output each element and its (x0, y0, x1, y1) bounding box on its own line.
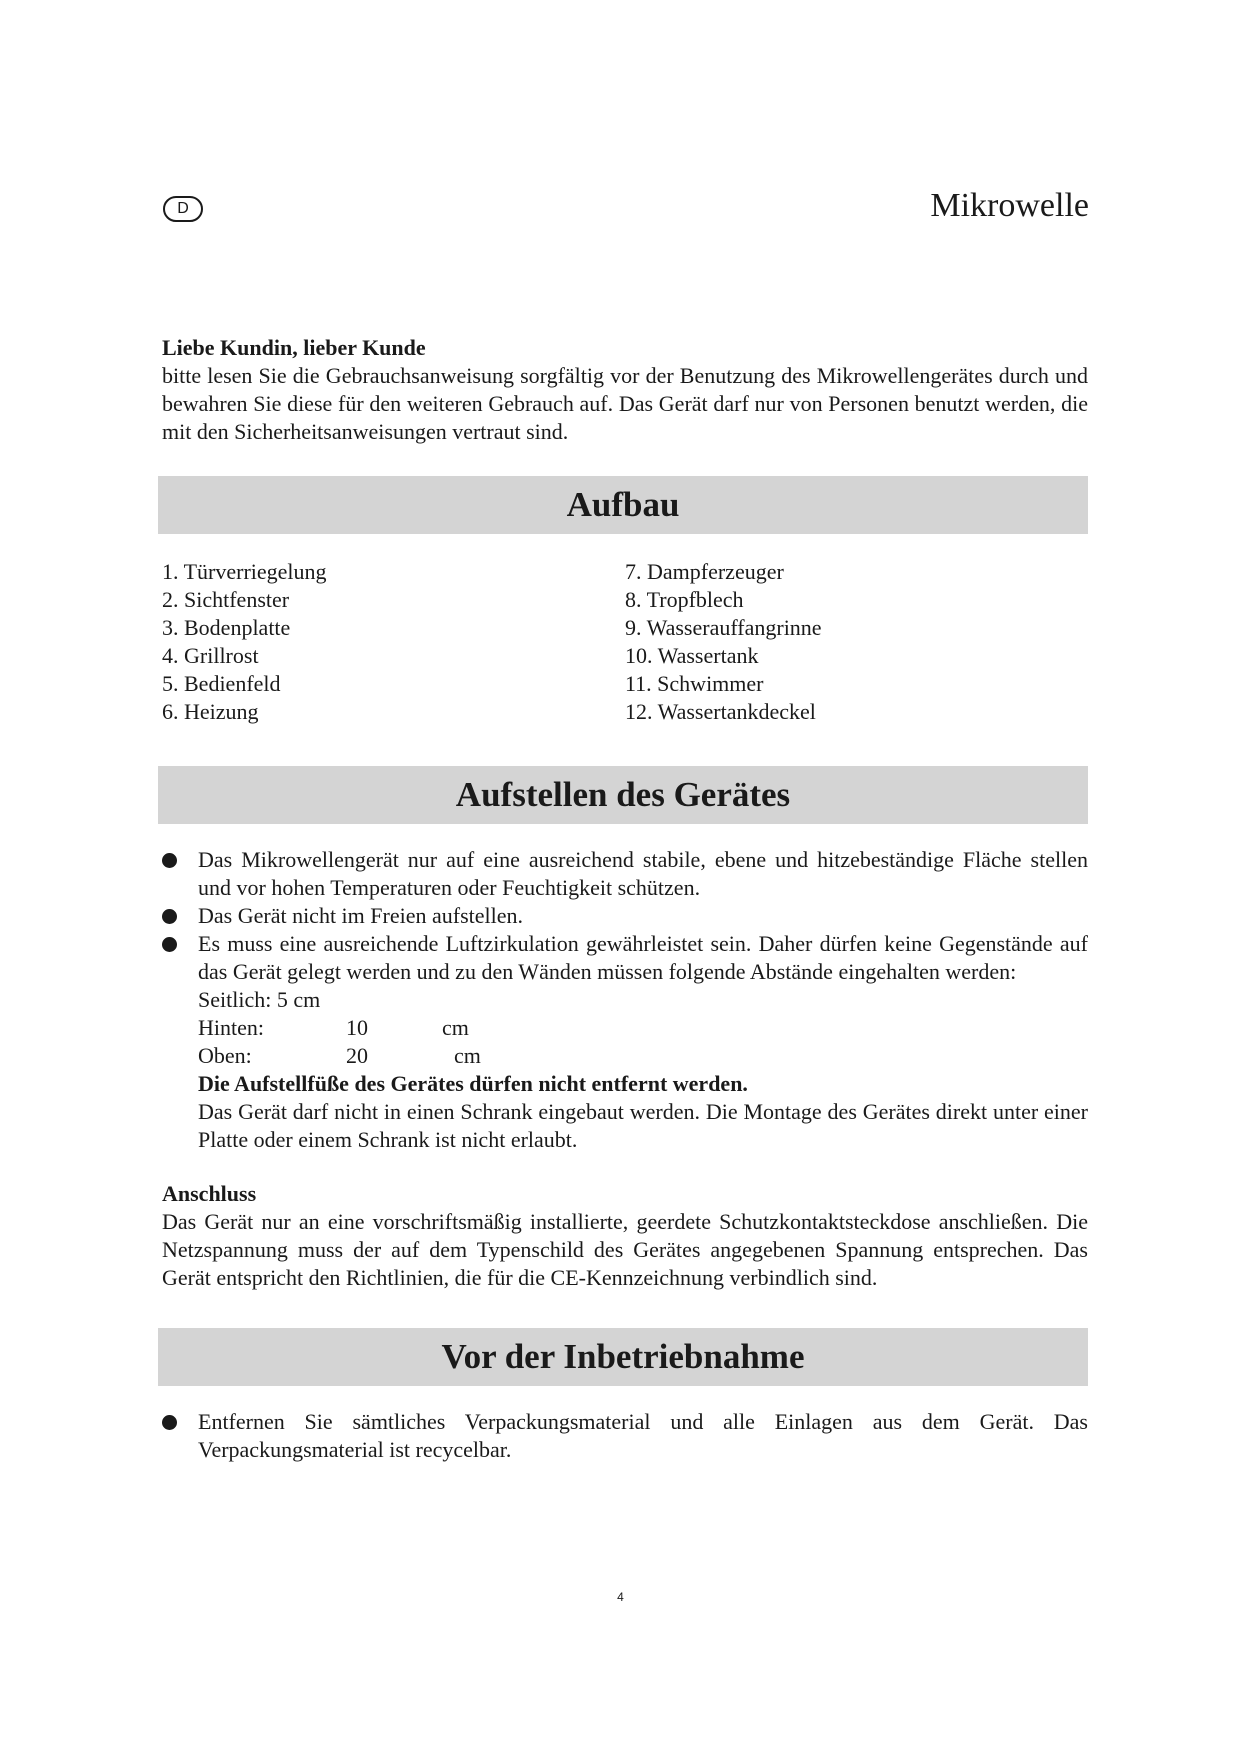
distance-top (198, 1042, 1088, 1070)
bullet-text: Das Gerät nicht im Freien aufstellen. (198, 903, 524, 928)
section-aufstellen-heading: Aufstellen des Gerätes (158, 766, 1088, 824)
parts-list-item: 7. Dampferzeuger (625, 559, 784, 584)
installation-note: Das Gerät darf nicht in einen Schrank eingebaut werden. Die Montage des Gerätes direkt unter einer Platte oder einem Schrank ist nicht erlaubt. (198, 1099, 1088, 1152)
inbetriebnahme-bullets (162, 1408, 1088, 1464)
anschluss-paragraph: Das Gerät nur an eine vorschriftsmäßig installierte, geerdete Schutzkontaktsteckdose anschließen. Die Netzspannung muss der auf dem Typenschild des Gerätes angegebenen Spannung entsprechen. Das Gerät entspricht den Richtlinien, die für die CE-Kennzeichnung verbindlich sind. (162, 1209, 1088, 1290)
distance-label: Oben: (198, 1043, 252, 1068)
parts-list-item: 4. Grillrost (162, 643, 259, 668)
page-content (162, 334, 1088, 1464)
section-inbetriebnahme-heading: Vor der Inbetriebnahme (158, 1328, 1088, 1386)
page-number: 4 (617, 1590, 624, 1604)
parts-list-item: 12. Wassertankdeckel (625, 699, 816, 724)
feet-warning: Die Aufstellfüße des Gerätes dürfen nicht entfernt werden. (198, 1071, 748, 1096)
bullet-dot-icon (162, 937, 177, 952)
distance-value: 10 (346, 1015, 368, 1040)
parts-list-item: 8. Tropfblech (625, 587, 744, 612)
distance-unit: cm (442, 1015, 469, 1040)
bullet-text: Es muss eine ausreichende Luftzirkulation gewährleistet sein. Daher dürfen keine Gegenstände auf das Gerät gelegt werden und zu den Wänden müssen folgende Abstände eingehalten werden: (198, 931, 1088, 984)
intro-paragraph: bitte lesen Sie die Gebrauchsanweisung sorgfältig vor der Benutzung des Mikrowellengerätes durch und bewahren Sie diese für den weiteren Gebrauch auf. Das Gerät darf nur von Personen benutzt werden, die mit den Sicherheitsanweisungen vertraut sind. (162, 363, 1088, 444)
parts-list-item: 9. Wasserauffangrinne (625, 615, 822, 640)
greeting-heading: Liebe Kundin, lieber Kunde (162, 335, 426, 360)
bullet-text: Entfernen Sie sämtliches Verpackungsmaterial und alle Einlagen aus dem Gerät. Das Verpackungsmaterial ist recycelbar. (198, 1409, 1088, 1462)
distance-side: Seitlich: 5 cm (198, 987, 321, 1012)
bullet-item (162, 902, 1088, 930)
bullet-dot-icon (162, 909, 177, 924)
parts-list-item: 11. Schwimmer (625, 671, 764, 696)
language-badge: D (163, 196, 203, 222)
parts-list-item: 6. Heizung (162, 699, 259, 724)
parts-list-item: 3. Bodenplatte (162, 615, 291, 640)
bullet-dot-icon (162, 853, 177, 868)
parts-list-item: 2. Sichtfenster (162, 587, 290, 612)
parts-list (162, 558, 1088, 726)
bullet-dot-icon (162, 1415, 177, 1430)
distance-unit: cm (454, 1043, 481, 1068)
bullet-item (162, 846, 1088, 902)
parts-list-item: 1. Türverriegelung (162, 559, 327, 584)
distance-back (198, 1014, 1088, 1042)
parts-list-right (625, 558, 1088, 726)
parts-list-item: 10. Wassertank (625, 643, 759, 668)
document-title: Mikrowelle (930, 187, 1089, 224)
distance-value: 20 (346, 1043, 368, 1068)
bullet-item (162, 930, 1088, 1154)
parts-list-item: 5. Bedienfeld (162, 671, 281, 696)
parts-list-left (162, 558, 625, 726)
section-aufbau-heading: Aufbau (158, 476, 1088, 534)
bullet-item (162, 1408, 1088, 1464)
bullet-text: Das Mikrowellengerät nur auf eine ausreichend stabile, ebene und hitzebeständige Fläche stellen und vor hohen Temperaturen oder Feuchtigkeit schützen. (198, 847, 1088, 900)
distance-label: Hinten: (198, 1015, 264, 1040)
anschluss-heading: Anschluss (162, 1181, 257, 1206)
aufstellen-bullets (162, 846, 1088, 1154)
